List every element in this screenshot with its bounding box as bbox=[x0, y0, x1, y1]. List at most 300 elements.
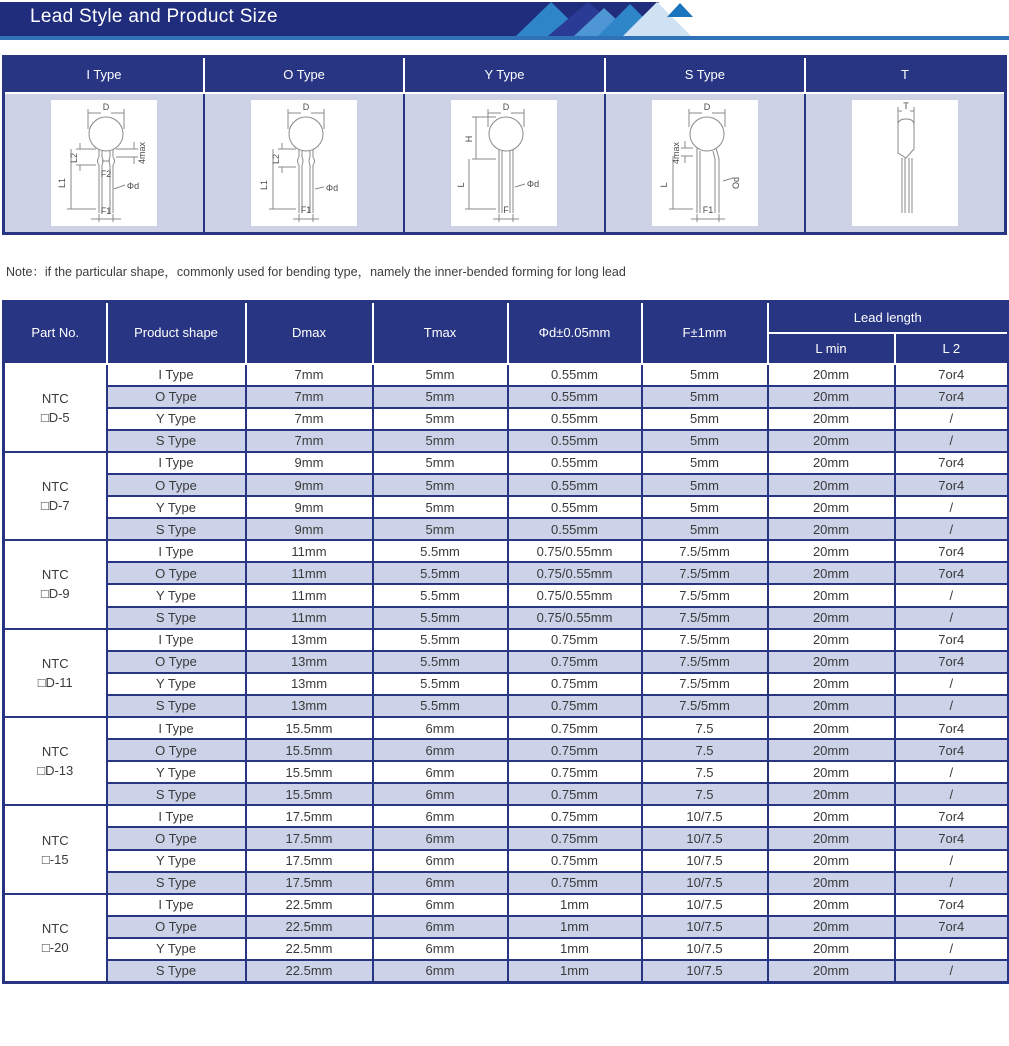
cell-shape: S Type bbox=[107, 518, 246, 540]
header-underline bbox=[0, 36, 1009, 40]
cell-f: 7.5 bbox=[642, 761, 768, 783]
cell-l-min: 20mm bbox=[768, 717, 895, 739]
dim-label: F1 bbox=[100, 205, 112, 216]
cell-l2: / bbox=[895, 584, 1009, 606]
cell-tmax: 5.5mm bbox=[373, 584, 508, 606]
cell-l-min: 20mm bbox=[768, 938, 895, 960]
part-no-cell bbox=[4, 894, 107, 982]
cell-shape: O Type bbox=[107, 386, 246, 408]
cell-shape: Y Type bbox=[107, 761, 246, 783]
cell-dmax: 11mm bbox=[246, 584, 373, 606]
part-no-cell bbox=[4, 717, 107, 805]
table-row bbox=[4, 938, 1009, 960]
col-header-tmax: Tmax bbox=[373, 302, 508, 364]
cell-shape: I Type bbox=[107, 805, 246, 827]
cell-tmax: 5.5mm bbox=[373, 695, 508, 717]
cell-l2: 7or4 bbox=[895, 805, 1009, 827]
col-header-part-no: Part No. bbox=[4, 302, 107, 364]
cell-dmax: 7mm bbox=[246, 364, 373, 386]
part-no-cell bbox=[4, 452, 107, 540]
cell-phid: 0.75mm bbox=[508, 872, 642, 894]
cell-phid: 0.55mm bbox=[508, 452, 642, 474]
dim-label: L1 bbox=[259, 179, 270, 190]
cell-l2: 7or4 bbox=[895, 452, 1009, 474]
cell-dmax: 22.5mm bbox=[246, 938, 373, 960]
cell-l-min: 20mm bbox=[768, 364, 895, 386]
t-diagram-icon bbox=[853, 101, 957, 225]
cell-f: 7.5/5mm bbox=[642, 673, 768, 695]
cell-l-min: 20mm bbox=[768, 562, 895, 584]
cell-l2: / bbox=[895, 496, 1009, 518]
cell-tmax: 5mm bbox=[373, 364, 508, 386]
cell-l-min: 20mm bbox=[768, 916, 895, 938]
cell-tmax: 5mm bbox=[373, 518, 508, 540]
dim-label: F1 bbox=[300, 204, 312, 215]
cell-phid: 0.75mm bbox=[508, 717, 642, 739]
cell-l2: 7or4 bbox=[895, 562, 1009, 584]
cell-l-min: 20mm bbox=[768, 496, 895, 518]
dim-label: L2 bbox=[271, 153, 282, 164]
dim-label: L1 bbox=[56, 177, 67, 188]
dim-label: D bbox=[102, 101, 110, 112]
cell-shape: S Type bbox=[107, 607, 246, 629]
dim-label: 4max bbox=[136, 141, 147, 164]
part-no-line: □D-13 bbox=[37, 763, 74, 779]
table-row bbox=[4, 717, 1009, 739]
triangle-icon bbox=[667, 3, 693, 17]
s-type-diagram-icon bbox=[653, 101, 757, 225]
cell-tmax: 5mm bbox=[373, 452, 508, 474]
cell-l2: / bbox=[895, 607, 1009, 629]
i-type-diagram-icon bbox=[52, 101, 156, 225]
col-header-phid: Φd±0.05mm bbox=[508, 302, 642, 364]
header-t: T bbox=[805, 57, 1005, 93]
col-header-lead-length: Lead length bbox=[768, 302, 1009, 333]
cell-tmax: 5mm bbox=[373, 496, 508, 518]
dim-label: L2 bbox=[68, 152, 79, 163]
table-row bbox=[4, 761, 1009, 783]
table-row bbox=[4, 673, 1009, 695]
cell-phid: 0.55mm bbox=[508, 496, 642, 518]
part-no-cell bbox=[4, 629, 107, 717]
dim-label: Od bbox=[730, 176, 741, 189]
cell-l2: 7or4 bbox=[895, 651, 1009, 673]
cell-l2: / bbox=[895, 850, 1009, 872]
cell-shape: Y Type bbox=[107, 408, 246, 430]
cell-l-min: 20mm bbox=[768, 827, 895, 849]
cell-f: 7.5/5mm bbox=[642, 651, 768, 673]
cell-f: 5mm bbox=[642, 386, 768, 408]
table-row bbox=[4, 496, 1009, 518]
diagram-cell-o-type bbox=[204, 93, 404, 234]
cell-f: 7.5 bbox=[642, 783, 768, 805]
table-row bbox=[4, 562, 1009, 584]
cell-shape: S Type bbox=[107, 960, 246, 982]
cell-l-min: 20mm bbox=[768, 651, 895, 673]
cell-phid: 0.55mm bbox=[508, 430, 642, 452]
cell-tmax: 5.5mm bbox=[373, 651, 508, 673]
cell-dmax: 15.5mm bbox=[246, 783, 373, 805]
cell-dmax: 17.5mm bbox=[246, 850, 373, 872]
cell-phid: 0.75mm bbox=[508, 651, 642, 673]
cell-l-min: 20mm bbox=[768, 474, 895, 496]
table-row bbox=[4, 783, 1009, 805]
diagram-cell-i-type bbox=[4, 93, 204, 234]
cell-shape: S Type bbox=[107, 695, 246, 717]
lead-style-header-row bbox=[4, 57, 1006, 93]
cell-shape: O Type bbox=[107, 651, 246, 673]
cell-dmax: 22.5mm bbox=[246, 894, 373, 916]
cell-shape: Y Type bbox=[107, 938, 246, 960]
cell-l-min: 20mm bbox=[768, 805, 895, 827]
cell-f: 10/7.5 bbox=[642, 960, 768, 982]
cell-l2: 7or4 bbox=[895, 474, 1009, 496]
cell-l2: / bbox=[895, 872, 1009, 894]
lead-style-table bbox=[2, 55, 1007, 235]
cell-l2: / bbox=[895, 408, 1009, 430]
cell-dmax: 17.5mm bbox=[246, 827, 373, 849]
cell-l2: / bbox=[895, 673, 1009, 695]
cell-shape: S Type bbox=[107, 783, 246, 805]
cell-tmax: 5.5mm bbox=[373, 607, 508, 629]
cell-f: 10/7.5 bbox=[642, 805, 768, 827]
cell-tmax: 5mm bbox=[373, 386, 508, 408]
cell-dmax: 9mm bbox=[246, 496, 373, 518]
cell-f: 10/7.5 bbox=[642, 938, 768, 960]
y-type-diagram-icon bbox=[452, 101, 556, 225]
cell-phid: 0.75mm bbox=[508, 739, 642, 761]
y-type-drawing bbox=[451, 100, 557, 226]
dim-label: Φd bbox=[126, 180, 140, 191]
part-no-line: NTC bbox=[41, 655, 69, 671]
part-no-line: NTC bbox=[41, 832, 69, 848]
col-header-product-shape: Product shape bbox=[107, 302, 246, 364]
cell-l2: / bbox=[895, 938, 1009, 960]
col-header-f: F±1mm bbox=[642, 302, 768, 364]
dim-label: 4max bbox=[670, 141, 681, 164]
cell-tmax: 6mm bbox=[373, 850, 508, 872]
cell-shape: O Type bbox=[107, 827, 246, 849]
cell-shape: I Type bbox=[107, 364, 246, 386]
cell-tmax: 6mm bbox=[373, 960, 508, 982]
table-row bbox=[4, 607, 1009, 629]
dim-label: D bbox=[503, 101, 510, 112]
diagram-cell-s-type bbox=[605, 93, 805, 234]
table-row bbox=[4, 518, 1009, 540]
cell-tmax: 5.5mm bbox=[373, 629, 508, 651]
table-row bbox=[4, 739, 1009, 761]
cell-f: 7.5/5mm bbox=[642, 695, 768, 717]
cell-l-min: 20mm bbox=[768, 783, 895, 805]
dim-label: T bbox=[903, 100, 909, 111]
cell-phid: 0.55mm bbox=[508, 364, 642, 386]
cell-tmax: 6mm bbox=[373, 717, 508, 739]
table-row bbox=[4, 474, 1009, 496]
part-no-cell bbox=[4, 805, 107, 893]
cell-phid: 0.55mm bbox=[508, 386, 642, 408]
cell-dmax: 13mm bbox=[246, 695, 373, 717]
cell-shape: S Type bbox=[107, 430, 246, 452]
dim-label: L bbox=[456, 182, 467, 188]
cell-l-min: 20mm bbox=[768, 540, 895, 562]
col-header-l2: L 2 bbox=[895, 333, 1009, 364]
cell-l-min: 20mm bbox=[768, 739, 895, 761]
col-header-dmax: Dmax bbox=[246, 302, 373, 364]
cell-l-min: 20mm bbox=[768, 386, 895, 408]
part-no-line: □D-11 bbox=[37, 674, 73, 690]
cell-dmax: 7mm bbox=[246, 386, 373, 408]
table-row bbox=[4, 364, 1009, 386]
cell-phid: 0.55mm bbox=[508, 474, 642, 496]
part-no-line: NTC bbox=[41, 744, 69, 760]
table-row bbox=[4, 651, 1009, 673]
cell-l-min: 20mm bbox=[768, 850, 895, 872]
cell-dmax: 7mm bbox=[246, 408, 373, 430]
cell-phid: 0.75/0.55mm bbox=[508, 540, 642, 562]
cell-tmax: 6mm bbox=[373, 872, 508, 894]
lead-style-diagram-row bbox=[4, 93, 1006, 234]
table-row bbox=[4, 850, 1009, 872]
dim-label: D bbox=[302, 101, 310, 112]
table-row bbox=[4, 827, 1009, 849]
s-type-drawing bbox=[652, 100, 758, 226]
cell-phid: 0.55mm bbox=[508, 408, 642, 430]
part-no-line: NTC bbox=[41, 567, 69, 583]
cell-phid: 0.75mm bbox=[508, 695, 642, 717]
cell-phid: 0.75mm bbox=[508, 850, 642, 872]
cell-dmax: 17.5mm bbox=[246, 805, 373, 827]
cell-phid: 0.75mm bbox=[508, 761, 642, 783]
cell-shape: I Type bbox=[107, 452, 246, 474]
cell-phid: 0.75mm bbox=[508, 673, 642, 695]
col-header-l-min: L min bbox=[768, 333, 895, 364]
dim-label: Φd bbox=[527, 178, 540, 189]
cell-l-min: 20mm bbox=[768, 452, 895, 474]
cell-shape: O Type bbox=[107, 916, 246, 938]
header-bar bbox=[0, 0, 1009, 41]
cell-dmax: 11mm bbox=[246, 562, 373, 584]
cell-phid: 1mm bbox=[508, 894, 642, 916]
cell-l2: / bbox=[895, 960, 1009, 982]
cell-f: 10/7.5 bbox=[642, 850, 768, 872]
dim-label: D bbox=[703, 101, 711, 112]
cell-dmax: 7mm bbox=[246, 430, 373, 452]
cell-f: 7.5/5mm bbox=[642, 629, 768, 651]
cell-tmax: 5.5mm bbox=[373, 540, 508, 562]
cell-tmax: 5.5mm bbox=[373, 562, 508, 584]
cell-dmax: 15.5mm bbox=[246, 739, 373, 761]
cell-tmax: 6mm bbox=[373, 783, 508, 805]
part-no-line: NTC bbox=[41, 479, 69, 495]
cell-phid: 1mm bbox=[508, 916, 642, 938]
cell-tmax: 6mm bbox=[373, 894, 508, 916]
cell-l2: / bbox=[895, 783, 1009, 805]
cell-l2: 7or4 bbox=[895, 827, 1009, 849]
table-row bbox=[4, 430, 1009, 452]
cell-phid: 0.75/0.55mm bbox=[508, 584, 642, 606]
cell-shape: O Type bbox=[107, 739, 246, 761]
cell-f: 7.5/5mm bbox=[642, 607, 768, 629]
cell-phid: 1mm bbox=[508, 960, 642, 982]
dim-label: H bbox=[464, 135, 475, 142]
cell-tmax: 6mm bbox=[373, 805, 508, 827]
cell-dmax: 9mm bbox=[246, 452, 373, 474]
part-no-line: □-20 bbox=[41, 939, 69, 955]
part-no-cell bbox=[4, 540, 107, 628]
cell-l2: / bbox=[895, 430, 1009, 452]
cell-l-min: 20mm bbox=[768, 894, 895, 916]
cell-tmax: 5mm bbox=[373, 474, 508, 496]
header-i-type: I Type bbox=[4, 57, 204, 93]
cell-f: 7.5/5mm bbox=[642, 562, 768, 584]
cell-l2: 7or4 bbox=[895, 717, 1009, 739]
cell-shape: Y Type bbox=[107, 496, 246, 518]
cell-phid: 0.75/0.55mm bbox=[508, 562, 642, 584]
cell-dmax: 15.5mm bbox=[246, 717, 373, 739]
cell-l-min: 20mm bbox=[768, 629, 895, 651]
table-row bbox=[4, 894, 1009, 916]
cell-shape: I Type bbox=[107, 629, 246, 651]
cell-f: 5mm bbox=[642, 518, 768, 540]
cell-tmax: 6mm bbox=[373, 739, 508, 761]
cell-f: 10/7.5 bbox=[642, 872, 768, 894]
cell-l2: / bbox=[895, 518, 1009, 540]
cell-l2: 7or4 bbox=[895, 364, 1009, 386]
cell-f: 10/7.5 bbox=[642, 916, 768, 938]
o-type-diagram-icon bbox=[252, 101, 356, 225]
dim-label: Φd bbox=[325, 182, 339, 193]
cell-dmax: 9mm bbox=[246, 474, 373, 496]
dim-label: F2 bbox=[100, 168, 112, 179]
o-type-drawing bbox=[251, 100, 357, 226]
cell-tmax: 6mm bbox=[373, 827, 508, 849]
table-row bbox=[4, 452, 1009, 474]
cell-f: 10/7.5 bbox=[642, 827, 768, 849]
part-no-cell bbox=[4, 364, 107, 452]
cell-dmax: 13mm bbox=[246, 629, 373, 651]
cell-shape: I Type bbox=[107, 540, 246, 562]
cell-dmax: 22.5mm bbox=[246, 960, 373, 982]
cell-dmax: 9mm bbox=[246, 518, 373, 540]
header-y-type: Y Type bbox=[404, 57, 604, 93]
cell-tmax: 6mm bbox=[373, 938, 508, 960]
cell-f: 5mm bbox=[642, 452, 768, 474]
cell-dmax: 11mm bbox=[246, 607, 373, 629]
cell-f: 7.5 bbox=[642, 717, 768, 739]
cell-l-min: 20mm bbox=[768, 872, 895, 894]
part-no-line: □-15 bbox=[41, 851, 69, 867]
cell-f: 5mm bbox=[642, 496, 768, 518]
page-title: Lead Style and Product Size bbox=[30, 6, 278, 27]
cell-phid: 0.75mm bbox=[508, 783, 642, 805]
size-table-header-row-1 bbox=[4, 302, 1009, 333]
cell-l-min: 20mm bbox=[768, 673, 895, 695]
dim-label: F1 bbox=[702, 204, 714, 215]
cell-dmax: 15.5mm bbox=[246, 761, 373, 783]
product-size-table bbox=[2, 300, 1009, 984]
cell-phid: 0.75mm bbox=[508, 805, 642, 827]
cell-l2: 7or4 bbox=[895, 386, 1009, 408]
cell-l-min: 20mm bbox=[768, 960, 895, 982]
cell-f: 7.5/5mm bbox=[642, 584, 768, 606]
i-type-drawing bbox=[51, 100, 157, 226]
cell-l-min: 20mm bbox=[768, 430, 895, 452]
cell-l-min: 20mm bbox=[768, 695, 895, 717]
cell-shape: I Type bbox=[107, 894, 246, 916]
cell-dmax: 22.5mm bbox=[246, 916, 373, 938]
table-row bbox=[4, 960, 1009, 982]
cell-f: 5mm bbox=[642, 474, 768, 496]
cell-l-min: 20mm bbox=[768, 607, 895, 629]
cell-phid: 0.55mm bbox=[508, 518, 642, 540]
t-drawing bbox=[852, 100, 958, 226]
cell-shape: O Type bbox=[107, 562, 246, 584]
cell-f: 10/7.5 bbox=[642, 894, 768, 916]
cell-l-min: 20mm bbox=[768, 408, 895, 430]
cell-tmax: 5.5mm bbox=[373, 673, 508, 695]
table-row bbox=[4, 629, 1009, 651]
cell-f: 7.5 bbox=[642, 739, 768, 761]
cell-f: 5mm bbox=[642, 364, 768, 386]
part-no-line: □D-7 bbox=[40, 498, 70, 514]
main-table-body bbox=[4, 364, 1009, 983]
dim-label: F bbox=[503, 204, 510, 215]
part-no-line: □D-9 bbox=[40, 586, 70, 602]
cell-phid: 0.75/0.55mm bbox=[508, 607, 642, 629]
cell-phid: 0.75mm bbox=[508, 629, 642, 651]
diagram-cell-y-type bbox=[404, 93, 604, 234]
header-o-type: O Type bbox=[204, 57, 404, 93]
cell-dmax: 17.5mm bbox=[246, 872, 373, 894]
note-text: Note：if the particular shape，commonly used for bending type，namely the inner-bended forming for long lead bbox=[6, 265, 626, 279]
cell-l2: 7or4 bbox=[895, 916, 1009, 938]
cell-dmax: 13mm bbox=[246, 673, 373, 695]
cell-phid: 1mm bbox=[508, 938, 642, 960]
cell-shape: Y Type bbox=[107, 850, 246, 872]
cell-shape: Y Type bbox=[107, 673, 246, 695]
cell-f: 5mm bbox=[642, 408, 768, 430]
table-row bbox=[4, 584, 1009, 606]
cell-shape: O Type bbox=[107, 474, 246, 496]
cell-phid: 0.75mm bbox=[508, 827, 642, 849]
cell-tmax: 6mm bbox=[373, 761, 508, 783]
cell-tmax: 5mm bbox=[373, 430, 508, 452]
cell-shape: I Type bbox=[107, 717, 246, 739]
cell-tmax: 5mm bbox=[373, 408, 508, 430]
cell-f: 5mm bbox=[642, 430, 768, 452]
cell-l-min: 20mm bbox=[768, 518, 895, 540]
table-row bbox=[4, 872, 1009, 894]
cell-l2: 7or4 bbox=[895, 540, 1009, 562]
cell-dmax: 11mm bbox=[246, 540, 373, 562]
table-row bbox=[4, 695, 1009, 717]
header-s-type: S Type bbox=[605, 57, 805, 93]
dim-label: L bbox=[658, 182, 669, 188]
table-row bbox=[4, 386, 1009, 408]
cell-l2: 7or4 bbox=[895, 739, 1009, 761]
cell-f: 7.5/5mm bbox=[642, 540, 768, 562]
table-row bbox=[4, 408, 1009, 430]
cell-l2: / bbox=[895, 695, 1009, 717]
table-row bbox=[4, 540, 1009, 562]
table-row bbox=[4, 805, 1009, 827]
cell-shape: S Type bbox=[107, 872, 246, 894]
cell-l-min: 20mm bbox=[768, 761, 895, 783]
diagram-cell-t bbox=[805, 93, 1005, 234]
cell-l2: 7or4 bbox=[895, 629, 1009, 651]
cell-l2: 7or4 bbox=[895, 894, 1009, 916]
cell-dmax: 13mm bbox=[246, 651, 373, 673]
